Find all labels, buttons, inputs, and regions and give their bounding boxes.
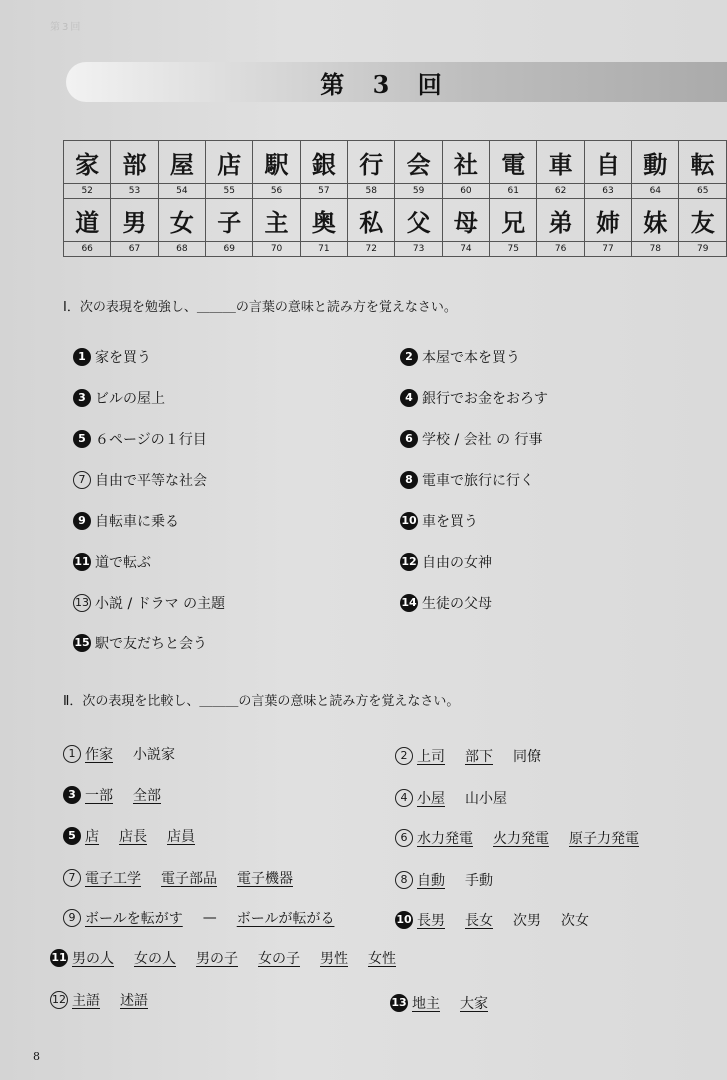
item-number: 4 [395,789,413,807]
title-banner [66,62,727,102]
section-1-item [400,347,520,367]
kanji-cell: 車 [537,141,584,184]
item-number: 11 [50,949,68,967]
item-number: 13 [73,594,91,612]
compare-word: 女性 [368,951,396,967]
kanji-number: 65 [679,184,727,199]
compare-word: 水力発電 [417,831,473,847]
kanji-number: 57 [300,184,347,199]
kanji-number: 52 [64,184,111,199]
compare-word: 電子部品 [161,871,217,887]
item-number: 11 [73,553,91,571]
kanji-row-1 [64,141,727,184]
section-2-item [63,908,354,928]
kanji-cell: 電 [490,141,537,184]
compare-word: 手動 [465,873,493,889]
section-2-item [395,828,659,848]
section-2-item [50,990,168,1010]
section-2-item [395,746,541,766]
item-number: 3 [73,389,91,407]
kanji-number: 73 [395,242,442,257]
compare-word: 長男 [417,913,445,929]
kanji-cell: 姉 [584,199,631,242]
page-number: 8 [33,1050,40,1063]
compare-word: ボールが転がる [236,911,335,927]
section-1-item [73,347,151,367]
kanji-number: 79 [679,242,727,257]
item-number: 7 [63,869,81,887]
kanji-number: 56 [253,184,300,199]
kanji-cell: 会 [395,141,442,184]
kanji-number: 74 [442,242,489,257]
section-1-item [400,470,534,490]
kanji-cell: 母 [442,199,489,242]
kanji-number: 64 [632,184,679,199]
kanji-cell: 道 [64,199,111,242]
compare-word: 店員 [167,829,195,845]
compare-word: 次女 [561,913,589,929]
compare-word: 次男 [513,913,541,929]
kanji-number: 54 [158,184,205,199]
section-2-item [395,788,507,808]
kanji-cell: 私 [348,199,395,242]
kanji-number: 72 [348,242,395,257]
number-row-2 [64,242,727,257]
section-2-item [390,993,508,1013]
section-2-heading: Ⅱ．次の表現を比較し、＿＿＿の言葉の意味と読み方を覚えなさい。 [63,694,460,709]
section-1-item [73,511,179,531]
item-number: 6 [395,829,413,847]
compare-word: 小屋 [417,791,445,807]
section-1-item [400,552,492,572]
kanji-number: 77 [584,242,631,257]
item-text: 道で転ぶ [95,555,151,571]
section-2-item [63,868,313,888]
kanji-number: 69 [206,242,253,257]
item-number: 12 [400,553,418,571]
compare-word: 火力発電 [493,831,549,847]
compare-word: 女の人 [134,951,176,967]
kanji-grid [63,140,727,257]
section-2-item [63,826,215,846]
kanji-number: 55 [206,184,253,199]
item-number: 1 [73,348,91,366]
item-number: 5 [73,430,91,448]
kanji-cell: 駅 [253,141,300,184]
kanji-cell: 社 [442,141,489,184]
section-1-heading: Ⅰ．次の表現を勉強し、＿＿＿の言葉の意味と読み方を覚えなさい。 [63,300,457,315]
item-number: 15 [73,634,91,652]
item-text: 小説 / ドラマ の主題 [95,596,226,612]
kanji-cell: 妹 [632,199,679,242]
item-number: 10 [400,512,418,530]
item-text: ビルの屋上 [95,391,165,407]
kanji-number: 70 [253,242,300,257]
item-number: 13 [390,994,408,1012]
section-1-item [400,388,548,408]
item-number: 14 [400,594,418,612]
kanji-number: 63 [584,184,631,199]
compare-word: 述語 [120,993,148,1009]
item-number: 2 [395,747,413,765]
compare-word: 作家 [85,747,113,763]
compare-word: 女の子 [258,951,300,967]
item-number: 9 [63,909,81,927]
compare-word: 原子力発電 [569,831,639,847]
kanji-cell: 店 [206,141,253,184]
kanji-number: 75 [490,242,537,257]
kanji-number: 60 [442,184,489,199]
compare-word: 一部 [85,788,113,804]
item-text: ６ページの１行目 [95,432,207,448]
section-1-item [73,470,207,490]
item-text: 車を買う [422,514,478,530]
kanji-cell: 家 [64,141,111,184]
kanji-number: 61 [490,184,537,199]
number-row-1 [64,184,727,199]
item-number: 8 [395,871,413,889]
kanji-cell: 父 [395,199,442,242]
compare-word: 自動 [417,873,445,889]
item-text: 電車で旅行に行く [422,473,534,489]
compare-word: 電子機器 [237,871,293,887]
kanji-row-2 [64,199,727,242]
kanji-cell: 女 [158,199,205,242]
compare-dash: — [202,910,217,926]
kanji-cell: 兄 [490,199,537,242]
compare-word: 店長 [119,829,147,845]
section-1-item [73,593,225,613]
kanji-cell: 部 [111,141,158,184]
item-number: 1 [63,745,81,763]
kanji-number: 59 [395,184,442,199]
kanji-cell: 弟 [537,199,584,242]
kanji-cell: 友 [679,199,727,242]
kanji-cell: 銀 [300,141,347,184]
section-2-item [395,910,589,930]
running-header: 第3回 [50,22,83,33]
item-number: 2 [400,348,418,366]
kanji-number: 78 [632,242,679,257]
section-1-item [400,511,478,531]
compare-word: 同僚 [513,749,541,765]
item-text: 自由で平等な社会 [95,473,207,489]
item-number: 5 [63,827,81,845]
kanji-cell: 転 [679,141,727,184]
kanji-cell: 主 [253,199,300,242]
section-2-item [63,785,181,805]
kanji-cell: 動 [632,141,679,184]
item-text: 自転車に乗る [95,514,179,530]
kanji-number: 53 [111,184,158,199]
section-2-item [395,870,493,890]
item-number: 12 [50,991,68,1009]
item-number: 10 [395,911,413,929]
item-number: 3 [63,786,81,804]
item-text: 生徒の父母 [422,596,492,612]
compare-word: 小説家 [133,747,175,763]
section-1-item [73,552,151,572]
item-text: 本屋で本を買う [422,350,520,366]
kanji-number: 58 [348,184,395,199]
section-2-item [50,948,416,968]
section-2-item [63,744,175,764]
item-number: 7 [73,471,91,489]
section-1-item [73,633,207,653]
kanji-cell: 男 [111,199,158,242]
kanji-number: 62 [537,184,584,199]
kanji-cell: 子 [206,199,253,242]
item-text: 学校 / 会社 の 行事 [422,432,543,448]
compare-word: 店 [85,829,99,845]
kanji-cell: 自 [584,141,631,184]
compare-word: 大家 [460,996,488,1012]
kanji-number: 66 [64,242,111,257]
kanji-cell: 行 [348,141,395,184]
compare-word: 上司 [417,749,445,765]
compare-word: 全部 [133,788,161,804]
compare-word: 男の人 [72,951,114,967]
compare-word: 部下 [465,749,493,765]
compare-word: 男性 [320,951,348,967]
item-number: 8 [400,471,418,489]
item-number: 6 [400,430,418,448]
section-1-item [73,388,165,408]
compare-word: 主語 [72,993,100,1009]
item-number: 4 [400,389,418,407]
compare-word: 長女 [465,913,493,929]
section-1-item [400,593,492,613]
item-number: 9 [73,512,91,530]
compare-word: 山小屋 [465,791,507,807]
compare-word: 電子工学 [85,871,141,887]
item-text: 駅で友だちと会う [95,636,207,652]
kanji-cell: 屋 [158,141,205,184]
item-text: 家を買う [95,350,151,366]
item-text: 銀行でお金をおろす [422,391,548,407]
kanji-number: 67 [111,242,158,257]
kanji-number: 68 [158,242,205,257]
section-1-item [73,429,207,449]
page-title: 第 3 回 [320,69,452,99]
item-text: 自由の女神 [422,555,492,571]
compare-word: 男の子 [196,951,238,967]
section-1-item [400,429,543,449]
kanji-cell: 奥 [300,199,347,242]
compare-word: ボールを転がす [85,911,183,927]
compare-word: 地主 [412,996,440,1012]
kanji-number: 71 [300,242,347,257]
kanji-number: 76 [537,242,584,257]
